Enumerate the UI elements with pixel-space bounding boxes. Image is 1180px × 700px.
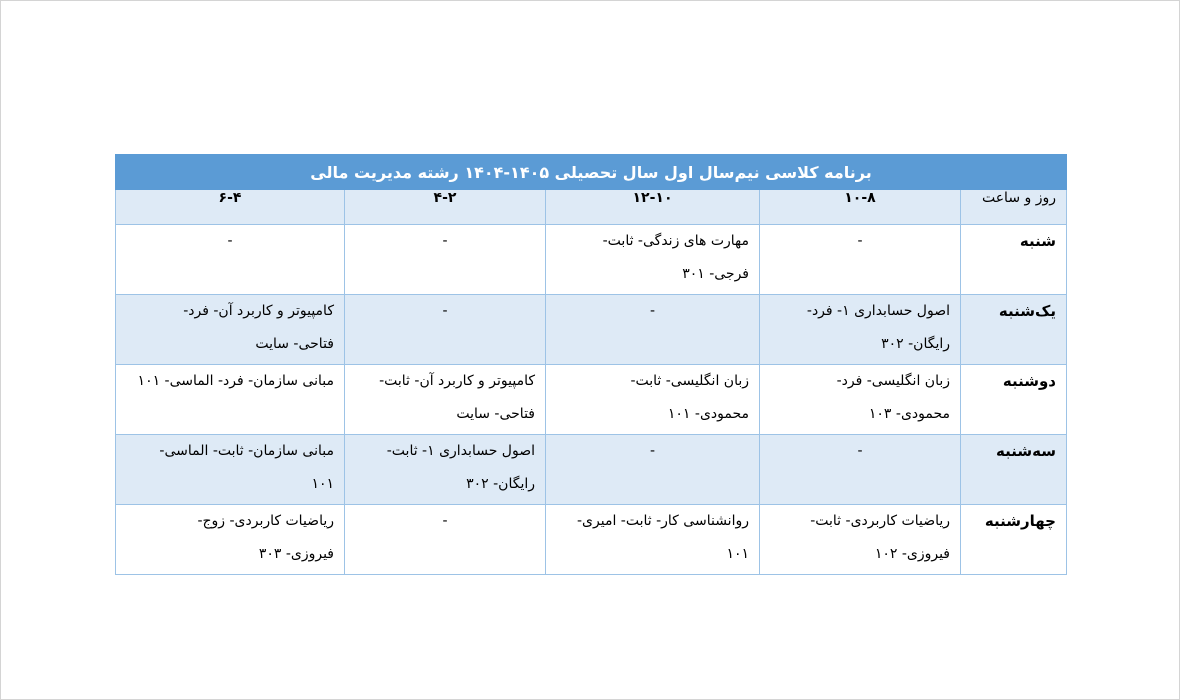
course-line-2: محمودی- ۱۰۱ (667, 406, 749, 422)
header-slot-10-12: ۱۲-۱۰ (546, 190, 760, 225)
course-line-1: مبانی سازمان- فرد- الماسی- ۱۰۱ (137, 373, 334, 389)
day-cell: دوشنبه (961, 365, 1067, 435)
course-line-2: محمودی- ۱۰۳ (868, 406, 950, 422)
schedule-cell (345, 295, 546, 365)
schedule-cell (760, 295, 961, 365)
course-line-1: - (857, 443, 863, 459)
course-line-2: فرجی- ۳۰۱ (682, 266, 749, 282)
schedule-cell (116, 505, 345, 575)
table-title: برنامه کلاسی نیم‌سال اول سال تحصیلی ۱۴۰۵-۱۴۰۴ رشته مدیریت مالی (116, 155, 1067, 190)
schedule-cell (546, 225, 760, 295)
header-slot-2-4: ۴-۲ (345, 190, 546, 225)
schedule-cell (546, 505, 760, 575)
schedule-cell (116, 435, 345, 505)
table-row (116, 435, 1067, 505)
day-cell: سه‌شنبه (961, 435, 1067, 505)
schedule-cell (345, 365, 546, 435)
schedule-cell (760, 435, 961, 505)
header-row (116, 190, 1067, 225)
course-line-1: ریاضیات کاربردی- ثابت- (810, 513, 950, 529)
day-cell: شنبه (961, 225, 1067, 295)
schedule-cell (546, 365, 760, 435)
course-line-1: مبانی سازمان- ثابت- الماسی- (159, 443, 334, 459)
table-row (116, 505, 1067, 575)
class-schedule-table (115, 154, 1067, 575)
course-line-1: - (857, 233, 863, 249)
course-line-1: ریاضیات کاربردی- زوج- (197, 513, 334, 529)
course-line-2: فتاحی- سایت (255, 336, 334, 352)
schedule-cell (345, 435, 546, 505)
course-line-1: کامپیوتر و کاربرد آن- فرد- (183, 303, 334, 319)
course-line-1: اصول حسابداری ۱- فرد- (806, 303, 950, 319)
header-corner-cell: روز و ساعت (961, 190, 1067, 225)
course-line-2: رایگان- ۳۰۲ (881, 336, 950, 352)
course-line-1: کامپیوتر و کاربرد آن- ثابت- (379, 373, 535, 389)
course-line-2: فتاحی- سایت (456, 406, 535, 422)
course-line-1: - (649, 303, 656, 319)
schedule-cell (760, 225, 961, 295)
schedule-cell (760, 365, 961, 435)
course-line-1: مهارت های زندگی- ثابت- (602, 233, 749, 249)
course-line-1: زبان انگلیسی- فرد- (836, 373, 950, 389)
schedule-cell (116, 365, 345, 435)
course-line-2: فیروزی- ۱۰۲ (874, 546, 950, 562)
course-line-1: - (227, 233, 233, 249)
schedule-cell (116, 225, 345, 295)
course-line-2: ۱۰۱ (311, 476, 334, 492)
course-line-1: - (442, 303, 448, 319)
schedule-cell (345, 225, 546, 295)
schedule-cell (116, 295, 345, 365)
course-line-1: روانشناسی کار- ثابت- امیری- (577, 513, 749, 529)
day-cell: یک‌شنبه (961, 295, 1067, 365)
schedule-cell (345, 505, 546, 575)
course-line-1: - (442, 233, 448, 249)
day-cell: چهارشنبه (961, 505, 1067, 575)
course-line-1: - (649, 443, 656, 459)
table-row (116, 365, 1067, 435)
course-line-2: رایگان- ۳۰۲ (466, 476, 535, 492)
schedule-cell (546, 435, 760, 505)
header-slot-4-6: ۶-۴ (116, 190, 345, 225)
course-line-2: ۱۰۱ (726, 546, 749, 562)
table-row (116, 225, 1067, 295)
schedule-cell (546, 295, 760, 365)
course-line-1: - (442, 513, 448, 529)
course-line-2: فیروزی- ۳۰۳ (258, 546, 334, 562)
course-line-1: اصول حسابداری ۱- ثابت- (386, 443, 535, 459)
course-line-1: زبان انگلیسی- ثابت- (630, 373, 749, 389)
schedule-cell (760, 505, 961, 575)
header-slot-8-10: ۱۰-۸ (760, 190, 961, 225)
table-row (116, 295, 1067, 365)
